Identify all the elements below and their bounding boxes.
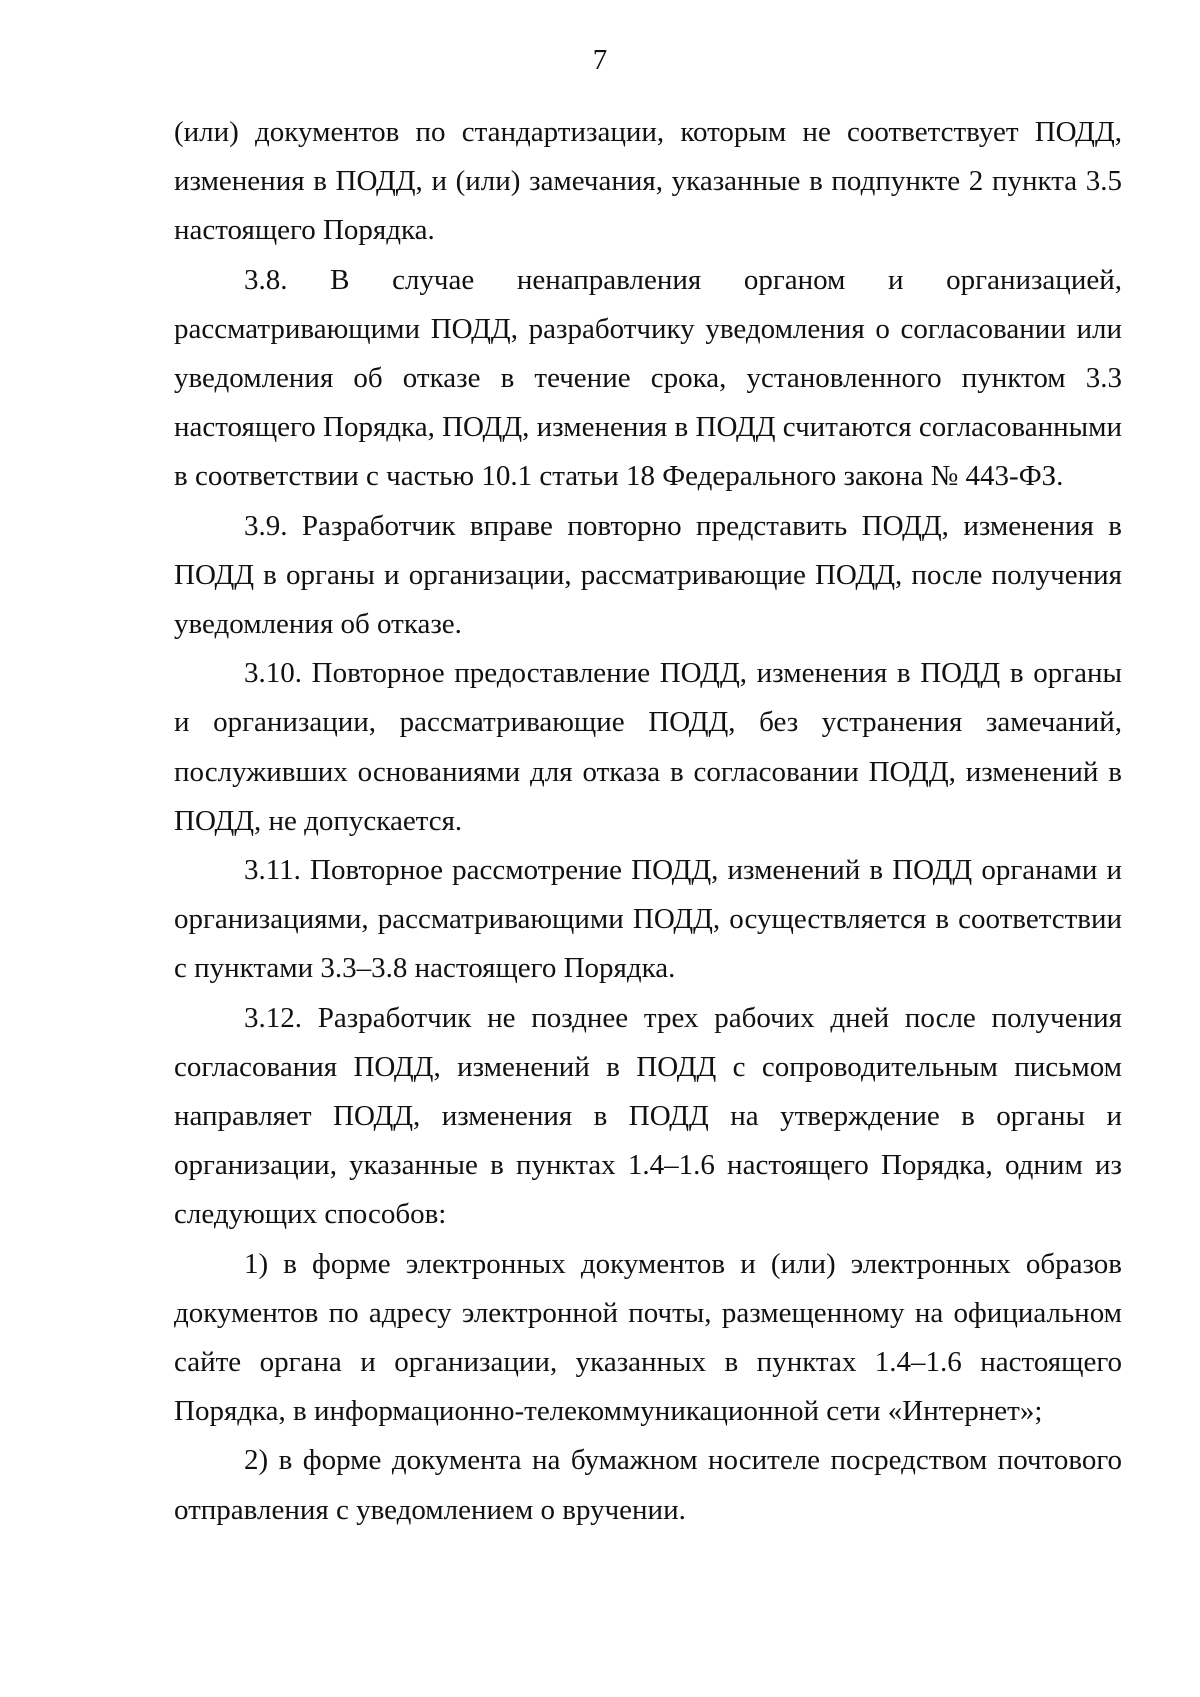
page-number: 7: [592, 44, 608, 76]
paragraph-3-12: 3.12. Разработчик не позднее трех рабочих дней после получения согласования ПОДД, изменений в ПОДД с сопроводительным письмом направляет ПОДД, изменения в ПОДД на утверждение в органы и организации, указанные в пунктах 1.4–1.6 настоящего Порядка, одним из следующих способов:: [174, 1001, 1122, 1231]
paragraph-continuation: (или) документов по стандартизации, которым не соответствует ПОДД, изменения в ПОДД, и (или) замечания, указанные в подпункте 2 пункта 3.5 настоящего Порядка.: [174, 116, 1122, 247]
paragraph-3-8: 3.8. В случае ненаправления органом и организацией, рассматривающими ПОДД, разработчику уведомления о согласовании или уведомления об отказе в течение срока, установленного пунктом 3.3 настоящего Порядка, ПОДД, изменения в ПОДД считаются согласованными в соответствии с частью 10.1 статьи 18 Федерального закона № 443-ФЗ.: [174, 263, 1122, 493]
list-item-2: 2) в форме документа на бумажном носителе посредством почтового отправления с уведомлением о вручении.: [174, 1444, 1122, 1526]
document-body: [174, 108, 1122, 1535]
list-item-1: 1) в форме электронных документов и (или) электронных образов документов по адресу электронной почты, размещенному на официальном сайте органа и организации, указанных в пунктах 1.4–1.6 настоящего Порядка, в информационно-телекоммуникационной сети «Интернет»;: [174, 1247, 1122, 1428]
paragraph-3-9: 3.9. Разработчик вправе повторно представить ПОДД, изменения в ПОДД в органы и организации, рассматривающие ПОДД, после получения уведомления об отказе.: [174, 509, 1122, 641]
paragraph-3-11: 3.11. Повторное рассмотрение ПОДД, изменений в ПОДД органами и организациями, рассматривающими ПОДД, осуществляется в соответствии с пунктами 3.3–3.8 настоящего Порядка.: [174, 854, 1122, 985]
paragraph-3-10: 3.10. Повторное предоставление ПОДД, изменения в ПОДД в органы и организации, рассматривающие ПОДД, без устранения замечаний, послуживших основаниями для отказа в согласовании ПОДД, изменений в ПОДД, не допускается.: [174, 657, 1122, 837]
